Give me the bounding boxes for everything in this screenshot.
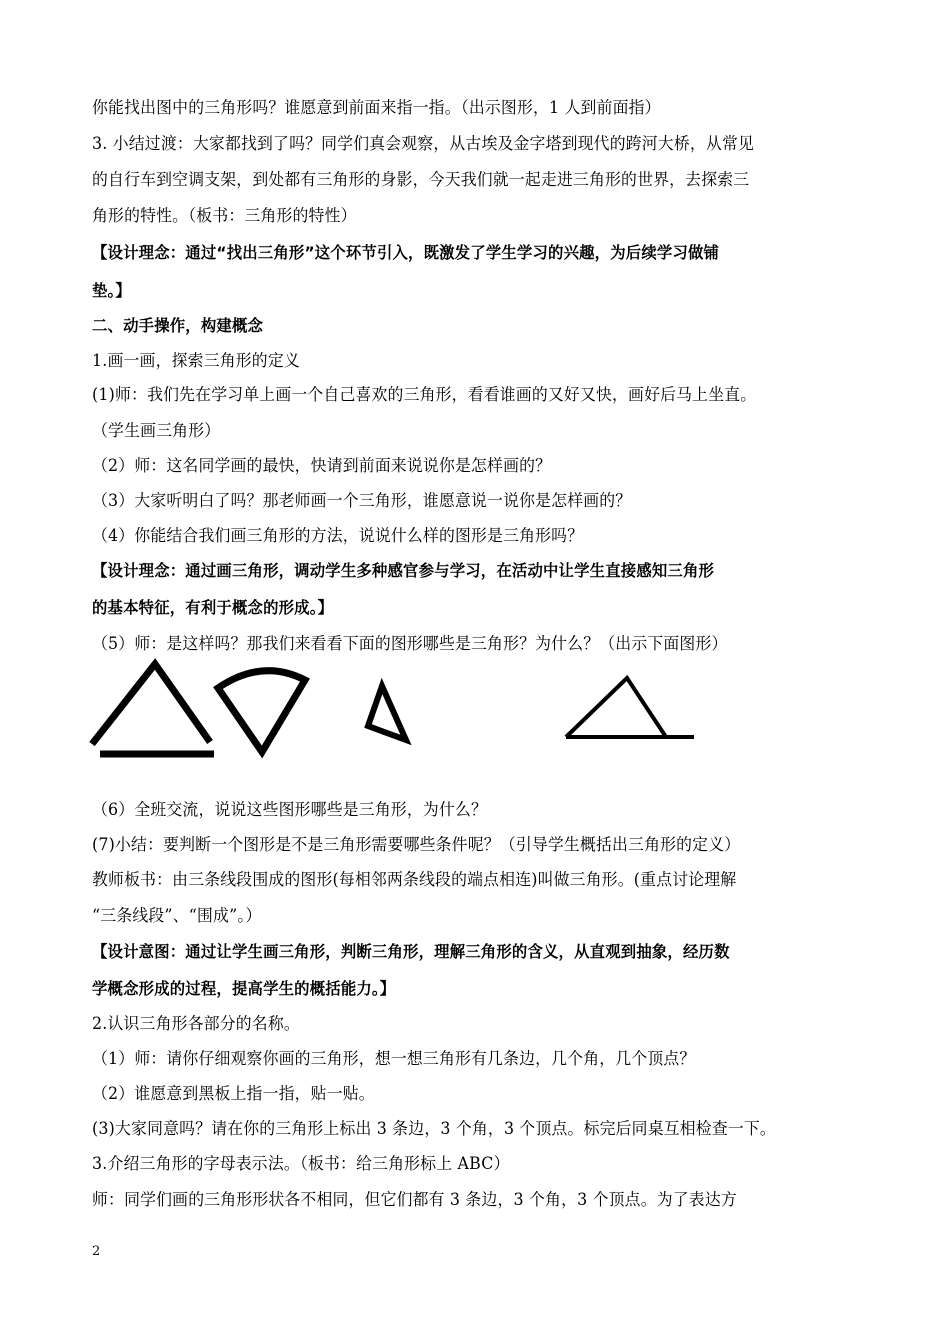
design-concept-note: 【设计理念：通过画三角形，调动学生多种感官参与学习，在活动中让学生直接感知三角形 <box>92 561 715 580</box>
design-concept-note: 的基本特征，有利于概念的形成。】 <box>92 598 334 617</box>
paragraph-line: (1)师：我们先在学习单上画一个自己喜欢的三角形，看看谁画的又好又快，画好后马上坐直。 <box>92 385 757 404</box>
paragraph-line: （学生画三角形） <box>92 421 221 440</box>
paragraph-line: (7)小结：要判断一个图形是不是三角形需要哪些条件呢？（引导学生概括出三角形的定义） <box>92 835 741 854</box>
paragraph-line: （5）师：是这样吗？那我们来看看下面的图形哪些是三角形？为什么？（出示下面图形） <box>92 634 728 653</box>
page-number: 2 <box>92 1244 101 1259</box>
paragraph-line: 你能找出图中的三角形吗？谁愿意到前面来指一指。（出示图形，1 人到前面指） <box>92 98 661 117</box>
paragraph-line: （4）你能结合我们画三角形的方法，说说什么样的图形是三角形吗？ <box>92 526 584 545</box>
paragraph-line: 角形的特性。（板书：三角形的特性） <box>92 206 357 225</box>
paragraph-line: （1）师：请你仔细观察你画的三角形，想一想三角形有几条边，几个角，几个顶点？ <box>92 1049 696 1068</box>
paragraph-line: （3）大家听明白了吗？那老师画一个三角形，谁愿意说一说你是怎样画的？ <box>92 491 632 510</box>
section-heading: 二、动手操作，构建概念 <box>92 316 264 335</box>
paragraph-line: 教师板书：由三条线段围成的图形(每相邻两条线段的端点相连)叫做三角形。(重点讨论理解 <box>92 870 737 889</box>
subheading: 2.认识三角形各部分的名称。 <box>92 1014 300 1033</box>
paragraph-line: 的自行车到空调支架，到处都有三角形的身影，今天我们就一起走进三角形的世界，去探索三 <box>92 170 750 189</box>
design-concept-note: 【设计理念：通过“找出三角形”这个环节引入，既激发了学生学习的兴趣，为后续学习做铺 <box>92 243 720 262</box>
design-intent-note: 学概念形成的过程，提高学生的概括能力。】 <box>92 979 396 998</box>
paragraph-line: （6）全班交流，说说这些图形哪些是三角形，为什么？ <box>92 800 488 819</box>
paragraph-line: （2）谁愿意到黑板上指一指，贴一贴。 <box>92 1084 375 1103</box>
paragraph-line: （2）师：这名同学画的最快，快请到前面来说说你是怎样画的？ <box>92 456 552 475</box>
design-intent-note: 【设计意图：通过让学生画三角形，判断三角形，理解三角形的含义，从直观到抽象，经历数 <box>92 942 730 961</box>
paragraph-line: 3. 小结过渡：大家都找到了吗？同学们真会观察，从古埃及金字塔到现代的跨河大桥，从常见 <box>92 134 755 153</box>
curved-fan-shape <box>218 671 305 752</box>
subheading: 3.介绍三角形的字母表示法。（板书：给三角形标上 ABC） <box>92 1154 510 1173</box>
paragraph-line: “三条线段”、“围成”。） <box>92 906 262 925</box>
subheading: 1.画一画，探索三角形的定义 <box>92 351 300 370</box>
small-triangle-shape <box>368 686 406 740</box>
design-concept-note: 垫。】 <box>92 281 131 300</box>
shapes-figure <box>0 650 950 770</box>
extended-triangle-shape <box>566 678 694 737</box>
paragraph-line: 师：同学们画的三角形形状各不相同，但它们都有 3 条边，3 个角，3 个顶点。为了表达方 <box>92 1190 737 1209</box>
paragraph-line: (3)大家同意吗？请在你的三角形上标出 3 条边，3 个角，3 个顶点。标完后同桌互相检查一下。 <box>92 1119 776 1138</box>
open-triangle-shape <box>92 664 210 744</box>
